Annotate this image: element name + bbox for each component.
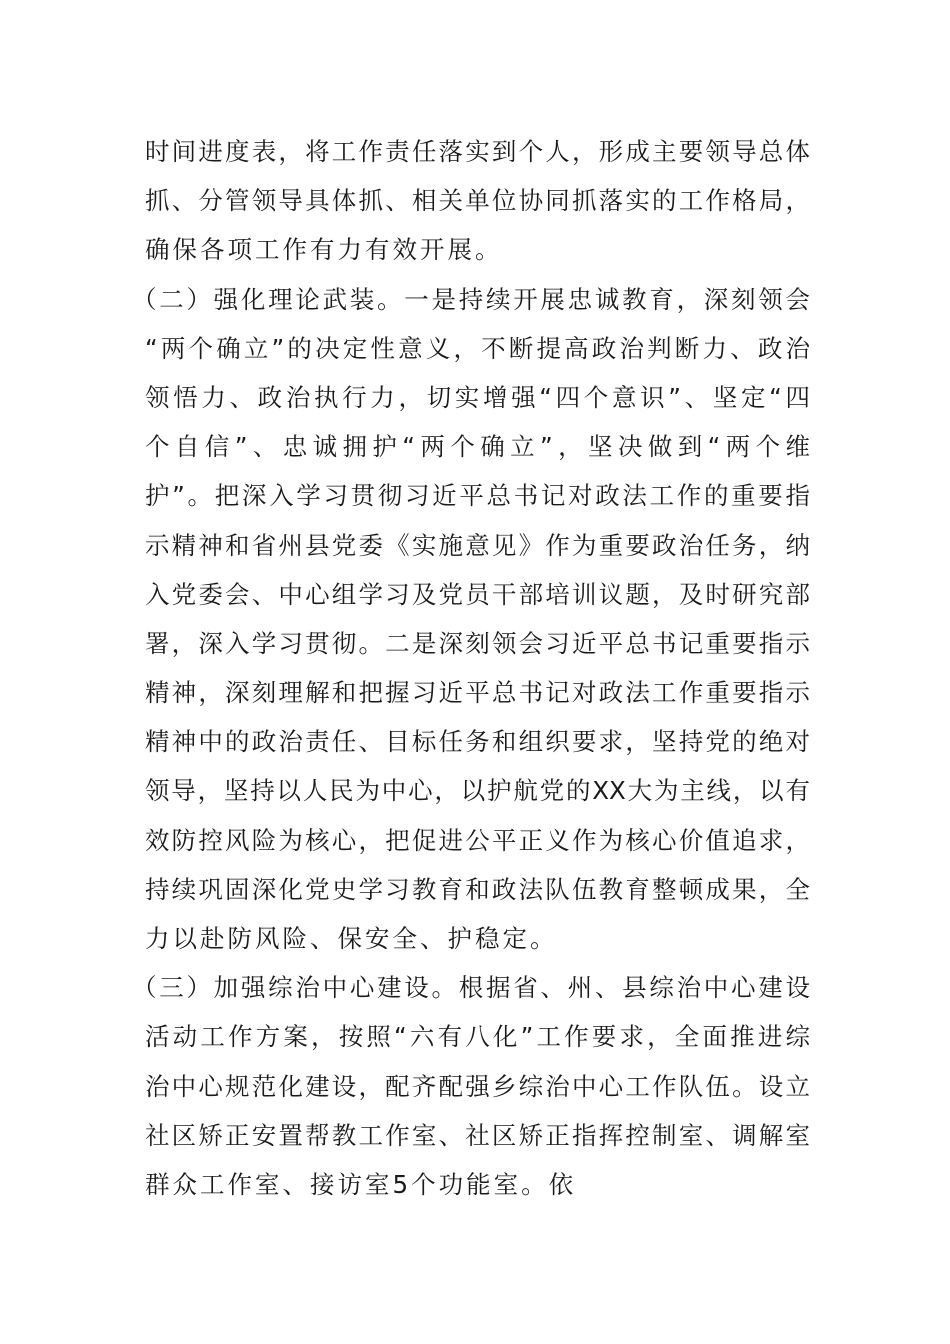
section-heading-line: （三）加强综治中心建设。根据省、州、县综治中心建设 [132, 973, 810, 1003]
text-line: 社区矫正安置帮教工作室、社区矫正指挥控制室、调解室 [145, 1120, 810, 1150]
text-line: 精神中的政治责任、目标任务和组织要求，坚持党的绝对 [145, 727, 810, 757]
text-line: 力以赴防风险、保安全、护稳定。 [145, 924, 558, 953]
document-body [132, 127, 810, 1209]
text-line: 时间进度表，将工作责任落实到个人，形成主要领导总体 [145, 137, 810, 166]
text-line: 领导，坚持以人民为中心，以护航党的XX大为主线，以有 [145, 776, 810, 806]
text-line: 抓、分管领导具体抓、相关单位协同抓落实的工作格局， [145, 186, 810, 216]
text-line: 精神，深刻理解和把握习近平总书记对政法工作重要指示 [145, 678, 810, 708]
text-line: 确保各项工作有力有效开展。 [145, 235, 503, 265]
text-line: 治中心规范化建设，配齐配强乡综治中心工作队伍。设立 [145, 1071, 810, 1101]
text-line: 护”。把深入学习贯彻习近平总书记对政法工作的重要指 [145, 481, 810, 511]
text-line: 持续巩固深化党史学习教育和政法队伍教育整顿成果，全 [145, 874, 810, 904]
text-line: 示精神和省州县党委《实施意见》作为重要政治任务，纳 [145, 530, 810, 560]
text-line: 活动工作方案，按照“六有八化”工作要求，全面推进综 [145, 1022, 810, 1052]
text-line: 效防控风险为核心，把促进公平正义作为核心价值追求， [145, 825, 810, 855]
text-line: 署，深入学习贯彻。二是深刻领会习近平总书记重要指示 [145, 628, 810, 658]
text-line: “两个确立”的决定性意义，不断提高政治判断力、政治 [145, 333, 810, 363]
text-line: 群众工作室、接访室5个功能室。依 [145, 1169, 577, 1199]
section-heading-line: （二）强化理论武装。一是持续开展忠诚教育，深刻领会 [132, 284, 810, 314]
text-line: 入党委会、中心组学习及党员干部培训议题，及时研究部 [145, 579, 810, 609]
text-line: 个自信”、忠诚拥护“两个确立”，坚决做到“两个维 [145, 432, 810, 462]
text-line: 领悟力、政治执行力，切实增强“四个意识”、坚定“四 [145, 382, 810, 412]
